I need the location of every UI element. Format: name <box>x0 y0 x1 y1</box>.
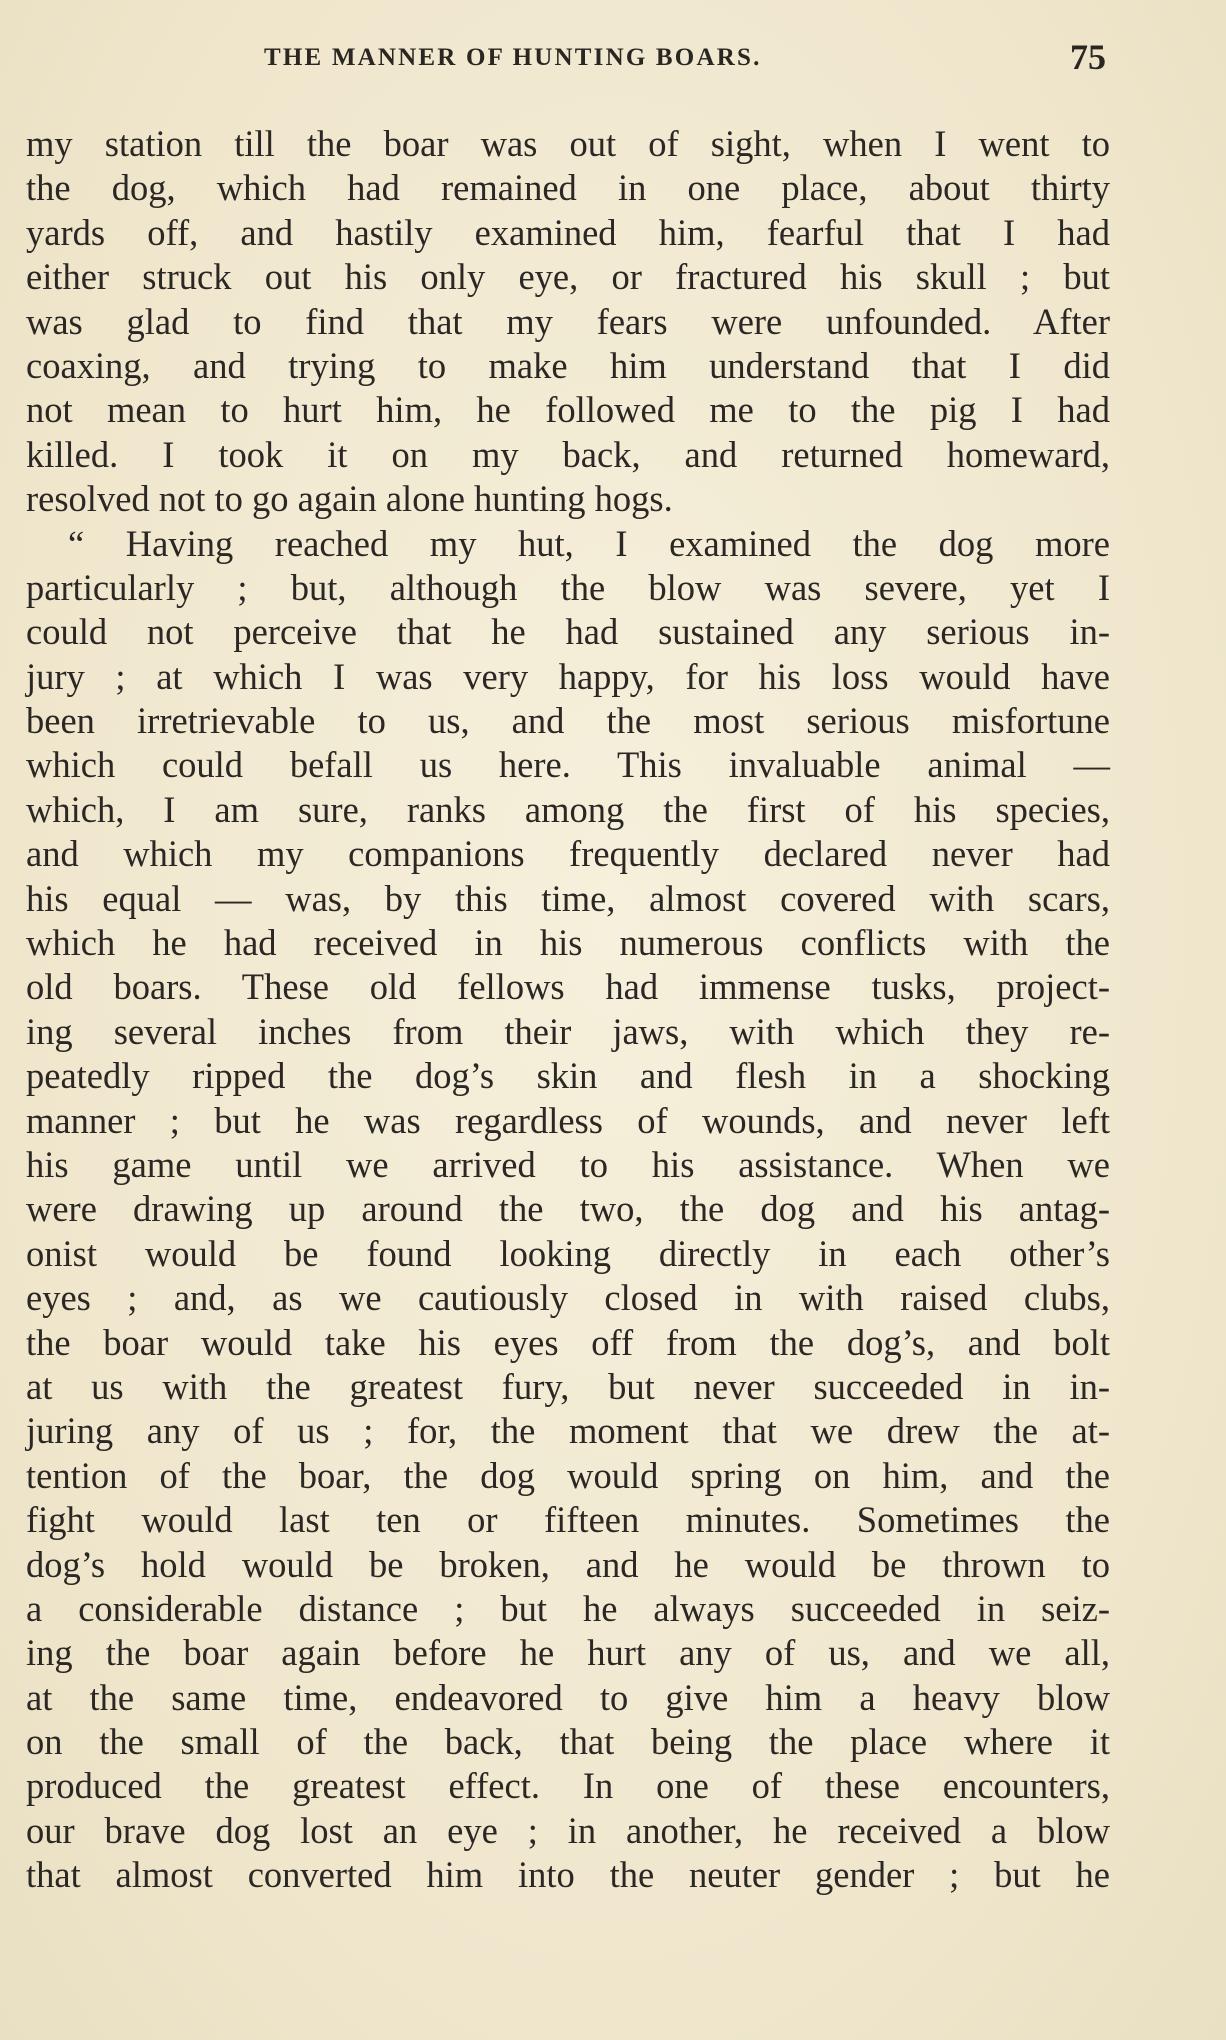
text-line: manner ; but he was regardless of wounds, and never left <box>26 1099 1110 1141</box>
text-line: peatedly ripped the dog’s skin and flesh in a shocking <box>26 1055 1110 1097</box>
text-line: resolved not to go again alone hunting hogs. <box>26 478 673 520</box>
text-line: particularly ; but, although the blow was severe, yet I <box>26 566 1110 608</box>
text-line: at us with the greatest fury, but never succeeded in in- <box>26 1365 1110 1407</box>
text-line: dog’s hold would be broken, and he would be thrown to <box>26 1543 1110 1585</box>
text-line: ing the boar again before he hurt any of us, and we all, <box>26 1632 1110 1674</box>
text-line: produced the greatest effect. In one of these encounters, <box>26 1765 1110 1807</box>
text-line: the dog, which had remained in one place, about thirty <box>26 167 1110 209</box>
text-line: our brave dog lost an eye ; in another, he received a blow <box>26 1809 1110 1851</box>
text-line: yards off, and hastily examined him, fearful that I had <box>26 211 1110 253</box>
text-line: fight would last ten or fifteen minutes. Sometimes the <box>26 1499 1110 1541</box>
text-line: were drawing up around the two, the dog and his antag- <box>26 1188 1110 1230</box>
text-line: ing several inches from their jaws, with which they re- <box>26 1010 1110 1052</box>
text-line: that almost converted him into the neuter gender ; but he <box>26 1854 1110 1896</box>
text-line: “ Having reached my hut, I examined the dog more <box>68 522 1110 564</box>
page-number: 75 <box>1070 37 1106 77</box>
text-line: onist would be found looking directly in each other’s <box>26 1232 1110 1274</box>
text-line: and which my companions frequently declared never had <box>26 833 1110 875</box>
text-line: jury ; at which I was very happy, for his loss would have <box>26 655 1110 697</box>
text-line: eyes ; and, as we cautiously closed in with raised clubs, <box>26 1277 1110 1319</box>
text-line: could not perceive that he had sustained any serious in- <box>26 611 1110 653</box>
text-line: the boar would take his eyes off from the dog’s, and bolt <box>26 1321 1110 1363</box>
text-line: coaxing, and trying to make him understand that I did <box>26 344 1110 386</box>
text-line: which could befall us here. This invaluable animal — <box>26 744 1110 786</box>
text-line: old boars. These old fellows had immense tusks, project- <box>26 966 1110 1008</box>
text-line: which he had received in his numerous conflicts with the <box>26 922 1110 964</box>
text-line: my station till the boar was out of sight, when I went to <box>26 123 1110 164</box>
text-line: his game until we arrived to his assistance. When we <box>26 1143 1110 1185</box>
text-line: a considerable distance ; but he always succeeded in seiz- <box>26 1587 1110 1629</box>
text-line: at the same time, endeavored to give him a heavy blow <box>26 1676 1110 1718</box>
body-text <box>26 122 1110 1898</box>
text-line: been irretrievable to us, and the most serious misfortune <box>26 700 1110 742</box>
running-head <box>26 38 1106 78</box>
text-line: either struck out his only eye, or fractured his skull ; but <box>26 256 1110 298</box>
text-line: tention of the boar, the dog would spring on him, and the <box>26 1454 1110 1496</box>
text-line: on the small of the back, that being the place where it <box>26 1721 1110 1763</box>
text-line: which, I am sure, ranks among the first of his species, <box>26 788 1110 830</box>
running-title: THE MANNER OF HUNTING BOARS. <box>264 44 762 71</box>
text-line: killed. I took it on my back, and returned homeward, <box>26 433 1110 475</box>
text-line: juring any of us ; for, the moment that we drew the at- <box>26 1410 1110 1452</box>
text-line: his equal — was, by this time, almost covered with scars, <box>26 877 1110 919</box>
text-line: not mean to hurt him, he followed me to the pig I had <box>26 389 1110 431</box>
text-line: was glad to find that my fears were unfounded. After <box>26 300 1110 342</box>
